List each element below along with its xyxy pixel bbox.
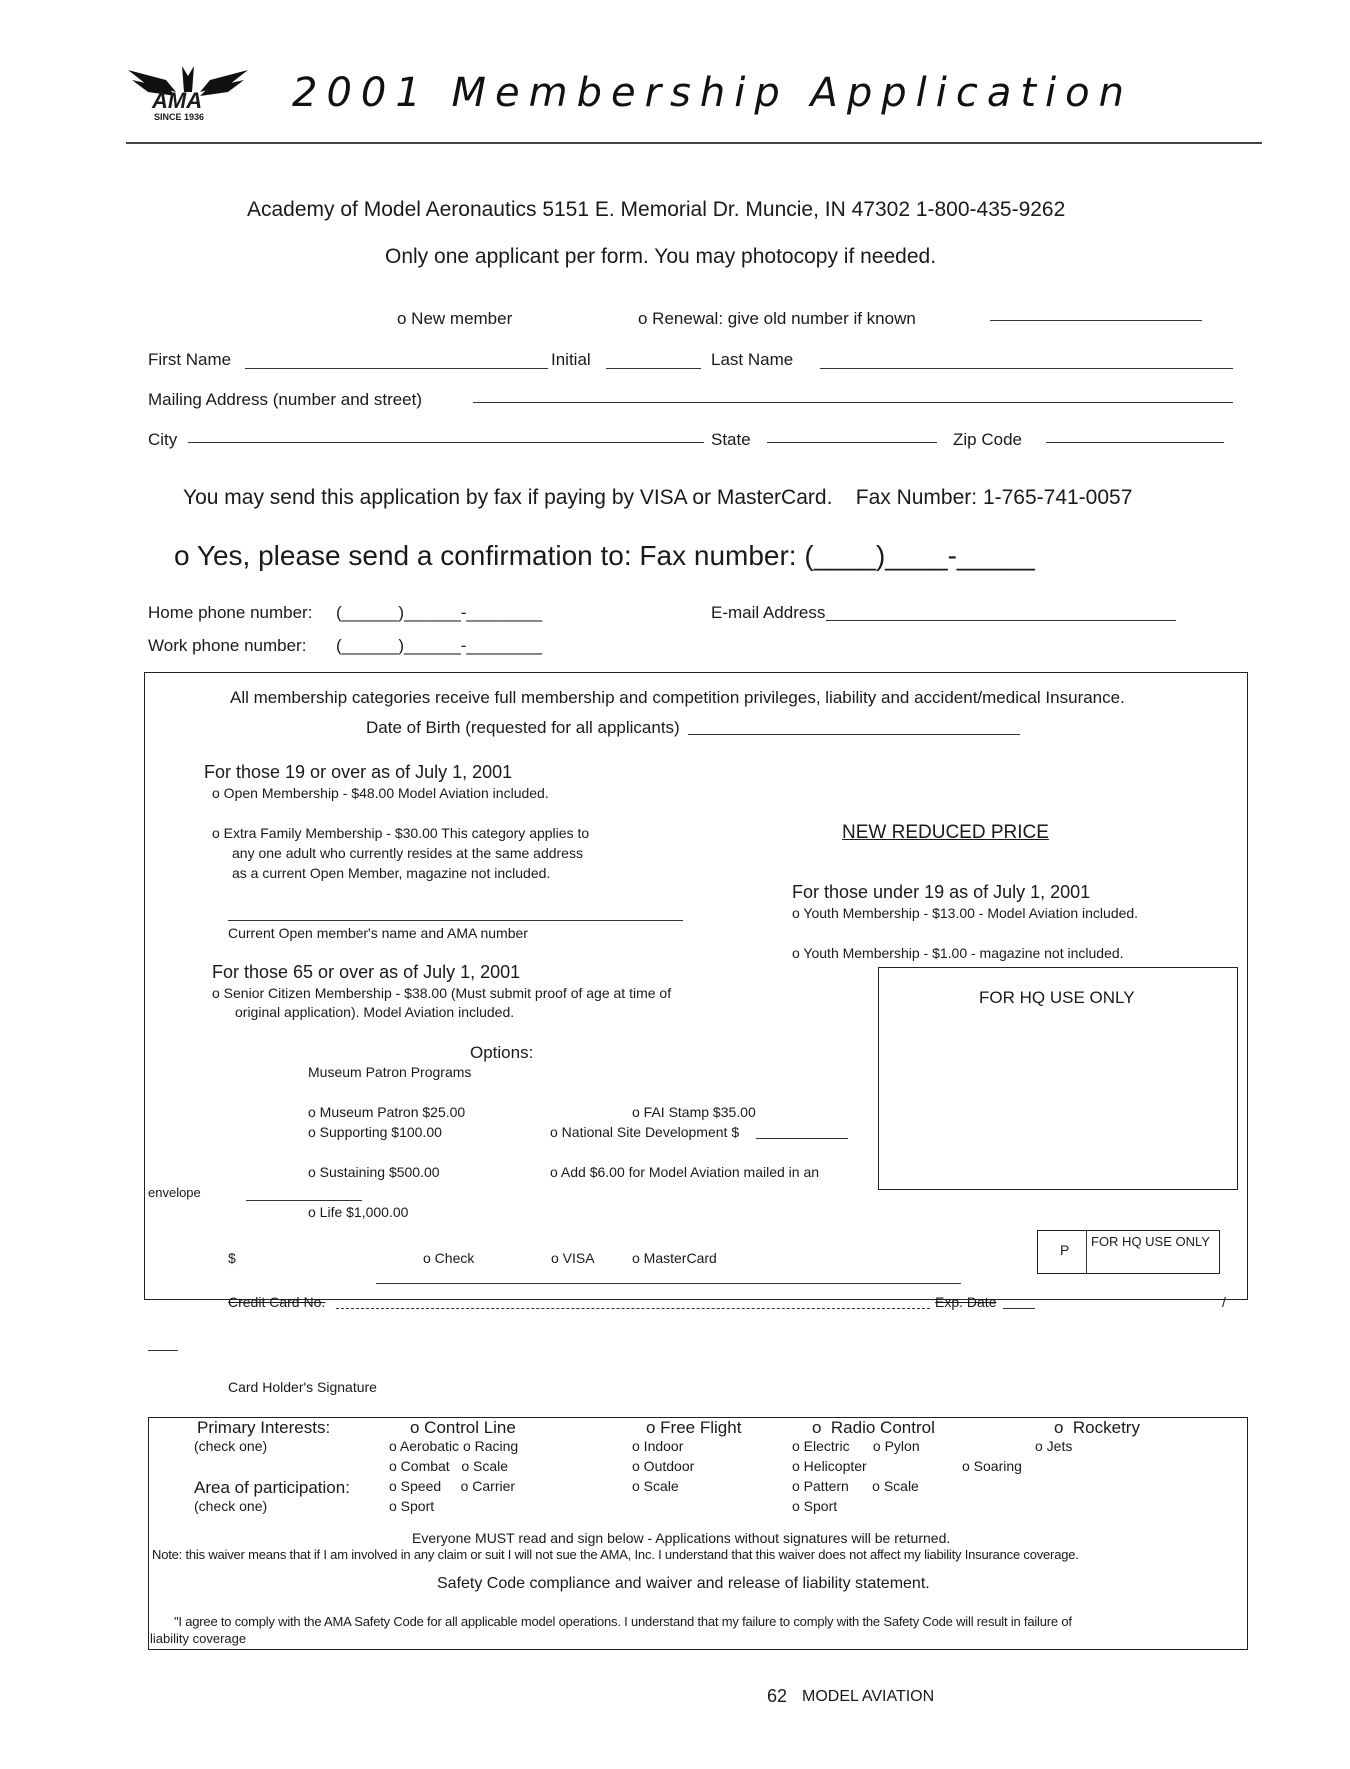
national-site-amount-field[interactable]	[756, 1138, 848, 1139]
initial-field[interactable]	[606, 368, 701, 369]
check-option[interactable]: o Check	[423, 1250, 475, 1266]
indoor-option[interactable]: o Indoor	[632, 1438, 684, 1454]
dob-field[interactable]	[688, 734, 1020, 735]
state-field[interactable]	[767, 442, 937, 443]
agree-statement: "I agree to comply with the AMA Safety Code for all applicable model operations. I understand that my failure to comply with the Safety Code will result in failure of	[174, 1614, 1072, 1629]
renewal-option[interactable]: o Renewal: give old number if known	[638, 309, 916, 328]
new-reduced-price: NEW REDUCED PRICE	[842, 822, 1049, 843]
zip-label: Zip Code	[953, 430, 1022, 449]
exp-date-field[interactable]	[1003, 1308, 1035, 1309]
last-name-label: Last Name	[711, 350, 794, 369]
waiver-note: Note: this waiver means that if I am involved in any claim or suit I will not sue the AMA, Inc. I understand that this waiver does not affect my liability Insurance coverage.	[152, 1547, 1079, 1562]
must-read-notice: Everyone MUST read and sign below - Applications without signatures will be returned.	[412, 1530, 951, 1546]
rocketry-option[interactable]: o Rocketry	[1054, 1418, 1140, 1437]
email-label: E-mail Address	[711, 603, 826, 622]
outdoor-option[interactable]: o Outdoor	[632, 1458, 695, 1474]
radio-control-option[interactable]: o Radio Control	[812, 1418, 935, 1437]
fax-note: You may send this application by fax if paying by VISA or MasterCard. Fax Number: 1-765-741-0057	[183, 486, 1133, 509]
sport-cl-option[interactable]: o Sport	[389, 1498, 435, 1514]
supporting-option[interactable]: o Supporting $100.00	[308, 1124, 442, 1140]
check-one-label-1: (check one)	[194, 1438, 268, 1454]
agree-statement-cont: liability coverage	[150, 1631, 247, 1646]
envelope-field[interactable]	[246, 1200, 362, 1201]
open-member-name-field[interactable]	[228, 920, 683, 921]
home-phone-field[interactable]: (______)______-________	[336, 603, 543, 622]
last-name-field[interactable]	[820, 368, 1233, 369]
first-name-field[interactable]	[245, 368, 548, 369]
initial-label: Initial	[551, 350, 591, 369]
city-field[interactable]	[188, 442, 704, 443]
payment-signature-line[interactable]	[376, 1283, 961, 1284]
sustaining-option[interactable]: o Sustaining $500.00	[308, 1164, 440, 1180]
mastercard-option[interactable]: o MasterCard	[632, 1250, 717, 1266]
extra-family-option[interactable]: o Extra Family Membership - $30.00 This category applies to	[212, 825, 590, 841]
renewal-number-field[interactable]	[990, 320, 1202, 321]
life-option[interactable]: o Life $1,000.00	[308, 1204, 409, 1220]
helicopter-option[interactable]: o Helicopter	[792, 1458, 867, 1474]
hq-small-divider	[1086, 1231, 1087, 1273]
envelope-mail-option[interactable]: o Add $6.00 for Model Aviation mailed in an	[550, 1164, 820, 1180]
electric-pylon-option[interactable]: o Electric o Pylon	[792, 1438, 920, 1454]
work-phone-label: Work phone number:	[148, 636, 307, 655]
free-flight-option[interactable]: o Free Flight	[646, 1418, 742, 1437]
fax-confirmation-option[interactable]: o Yes, please send a confirmation to: Fax number: (____)____-_____	[174, 540, 1035, 571]
under19-heading: For those under 19 as of July 1, 2001	[792, 882, 1091, 902]
pattern-scale-option[interactable]: o Pattern o Scale	[792, 1478, 919, 1494]
open-membership-option[interactable]: o Open Membership - $48.00 Model Aviation included.	[212, 785, 549, 801]
ama-logo	[126, 62, 250, 126]
youth-13-option[interactable]: o Youth Membership - $13.00 - Model Aviation included.	[792, 905, 1139, 921]
museum-programs-label: Museum Patron Programs	[308, 1064, 472, 1080]
over19-heading: For those 19 or over as of July 1, 2001	[204, 762, 513, 782]
scale-ff-option[interactable]: o Scale	[632, 1478, 679, 1494]
address-line: Academy of Model Aeronautics 5151 E. Memorial Dr. Muncie, IN 47302 1-800-435-9262	[247, 198, 1066, 221]
hq-use-label: FOR HQ USE ONLY	[979, 988, 1135, 1007]
header-rule	[126, 142, 1262, 144]
envelope-label: envelope	[148, 1185, 201, 1200]
page-number: 62	[767, 1686, 788, 1706]
jets-option[interactable]: o Jets	[1035, 1438, 1073, 1454]
visa-option[interactable]: o VISA	[551, 1250, 595, 1266]
logo-subtext: SINCE 1936	[154, 112, 205, 122]
credit-card-label: Credit Card No.	[228, 1294, 326, 1310]
one-applicant-note: Only one applicant per form. You may photocopy if needed.	[385, 245, 937, 268]
page-title: 2001 Membership Application	[292, 70, 1133, 116]
combat-scale-option[interactable]: o Combat o Scale	[389, 1458, 509, 1474]
membership-intro: All membership categories receive full membership and competition privileges, liability and accident/medical Insurance.	[230, 688, 1125, 707]
magazine-name: MODEL AVIATION	[802, 1688, 935, 1705]
city-label: City	[148, 430, 178, 449]
extra-family-desc-2: as a current Open Member, magazine not included.	[232, 865, 551, 881]
speed-carrier-option[interactable]: o Speed o Carrier	[389, 1478, 516, 1494]
first-name-label: First Name	[148, 350, 232, 369]
primary-interests-label: Primary Interests:	[197, 1418, 331, 1437]
exp-date-slash: /	[1222, 1294, 1226, 1310]
museum-patron-option[interactable]: o Museum Patron $25.00	[308, 1104, 466, 1120]
area-participation-label: Area of participation:	[194, 1478, 350, 1497]
exp-date-label: Exp. Date	[935, 1294, 997, 1310]
p-label: P	[1060, 1242, 1070, 1258]
hq-small-label: FOR HQ USE ONLY	[1091, 1234, 1210, 1249]
new-member-option[interactable]: o New member	[397, 309, 513, 328]
youth-1-option[interactable]: o Youth Membership - $1.00 - magazine not included.	[792, 945, 1124, 961]
sport-rc-option[interactable]: o Sport	[792, 1498, 838, 1514]
mailing-address-field[interactable]	[473, 402, 1233, 403]
fai-stamp-option[interactable]: o FAI Stamp $35.00	[632, 1104, 756, 1120]
credit-card-field[interactable]	[336, 1308, 930, 1309]
senior-option[interactable]: o Senior Citizen Membership - $38.00 (Must submit proof of age at time of	[212, 985, 672, 1001]
work-phone-field[interactable]: (______)______-________	[336, 636, 543, 655]
logo-text: AMA	[152, 88, 203, 113]
safety-code-title: Safety Code compliance and waiver and release of liability statement.	[437, 1575, 930, 1592]
dob-label: Date of Birth (requested for all applicants)	[366, 718, 680, 737]
card-holder-signature-label: Card Holder's Signature	[228, 1379, 377, 1395]
email-field[interactable]	[826, 620, 1176, 621]
extra-family-desc-1: any one adult who currently resides at the same address	[232, 845, 583, 861]
home-phone-label: Home phone number:	[148, 603, 313, 622]
senior-desc: original application). Model Aviation included.	[235, 1004, 515, 1020]
dollar-label: $	[228, 1250, 236, 1266]
mailing-address-label: Mailing Address (number and street)	[148, 390, 423, 409]
zip-field[interactable]	[1046, 442, 1224, 443]
state-label: State	[711, 430, 751, 449]
control-line-option[interactable]: o Control Line	[410, 1418, 516, 1437]
soaring-option[interactable]: o Soaring	[962, 1458, 1022, 1474]
exp-year-field[interactable]	[148, 1350, 178, 1351]
open-member-name-label: Current Open member's name and AMA number	[228, 925, 528, 941]
national-site-option[interactable]: o National Site Development $	[550, 1124, 740, 1140]
options-label: Options:	[470, 1043, 534, 1062]
check-one-label-2: (check one)	[194, 1498, 268, 1514]
over65-heading: For those 65 or over as of July 1, 2001	[212, 962, 521, 982]
aerobatic-racing-option[interactable]: o Aerobatic o Racing	[389, 1438, 519, 1454]
